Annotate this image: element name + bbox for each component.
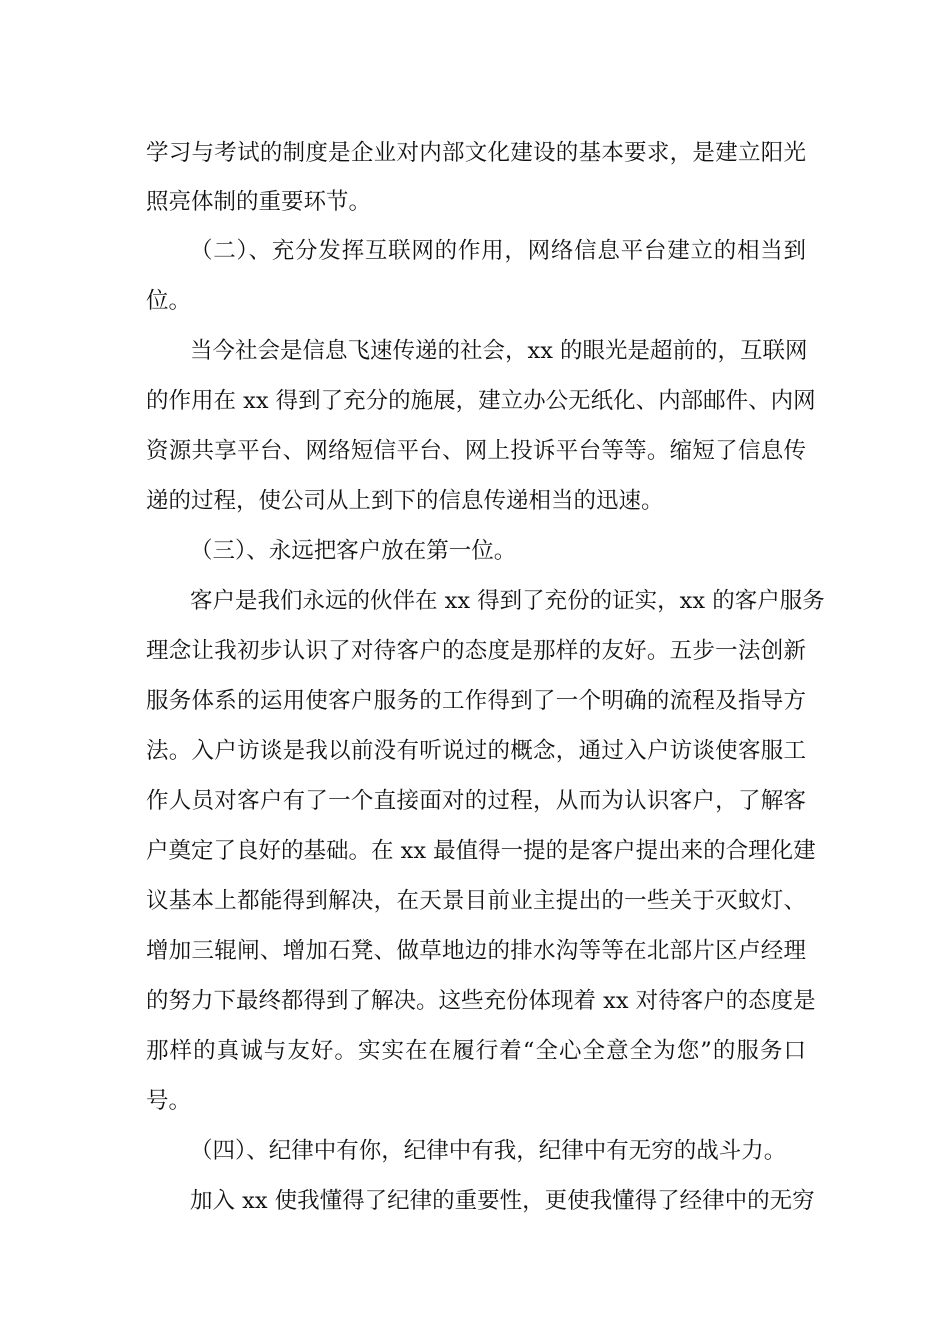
heading-line: （三）、永远把客户放在第一位。 [190,538,517,564]
text-line: 学习与考试的制度是企业对内部文化建设的基本要求，是建立阳光 [146,140,806,166]
text-line: 的努力下最终都得到了解决。这些充份体现着 xx 对待客户的态度是 [146,988,816,1014]
text-line: 当今社会是信息飞速传递的社会，xx 的眼光是超前的，互联网 [190,338,808,364]
text-line: 的作用在 xx 得到了充分的施展，建立办公无纸化、内部邮件、内网 [146,388,816,414]
text-line: 递的过程，使公司从上到下的信息传递相当的迅速。 [146,488,664,514]
heading-line: （二）、充分发挥互联网的作用，网络信息平台建立的相当到 [190,238,806,264]
text-line: 加入 xx 使我懂得了纪律的重要性，更使我懂得了经律中的无穷 [190,1188,815,1214]
text-line: 增加三辊闸、增加石凳、做草地边的排水沟等等在北部片区卢经理 [146,938,806,964]
text-line: 那样的真诚与友好。实实在在履行着“全心全意全为您”的服务口 [146,1038,806,1064]
text-line: 资源共享平台、网络短信平台、网上投诉平台等等。缩短了信息传 [146,438,806,464]
heading-line: （四）、纪律中有你，纪律中有我，纪律中有无穷的战斗力。 [190,1138,787,1164]
text-line: 法。入户访谈是我以前没有听说过的概念，通过入户访谈使客服工 [146,738,806,764]
text-line: 号。 [146,1088,192,1114]
text-line: 作人员对客户有了一个直接面对的过程，从而为认识客户，了解客 [146,788,806,814]
text-line: 客户是我们永远的伙伴在 xx 得到了充份的证实，xx 的客户服务 [190,588,825,614]
text-line: 议基本上都能得到解决，在天景目前业主提出的一些关于灭蚊灯、 [146,888,806,914]
text-line: 户奠定了良好的基础。在 xx 最值得一提的是客户提出来的合理化建 [146,838,816,864]
heading-line: 位。 [146,288,192,314]
text-line: 服务体系的运用使客户服务的工作得到了一个明确的流程及指导方 [146,688,806,714]
text-line: 理念让我初步认识了对待客户的态度是那样的友好。五步一法创新 [146,638,806,664]
text-line: 照亮体制的重要环节。 [146,189,372,215]
